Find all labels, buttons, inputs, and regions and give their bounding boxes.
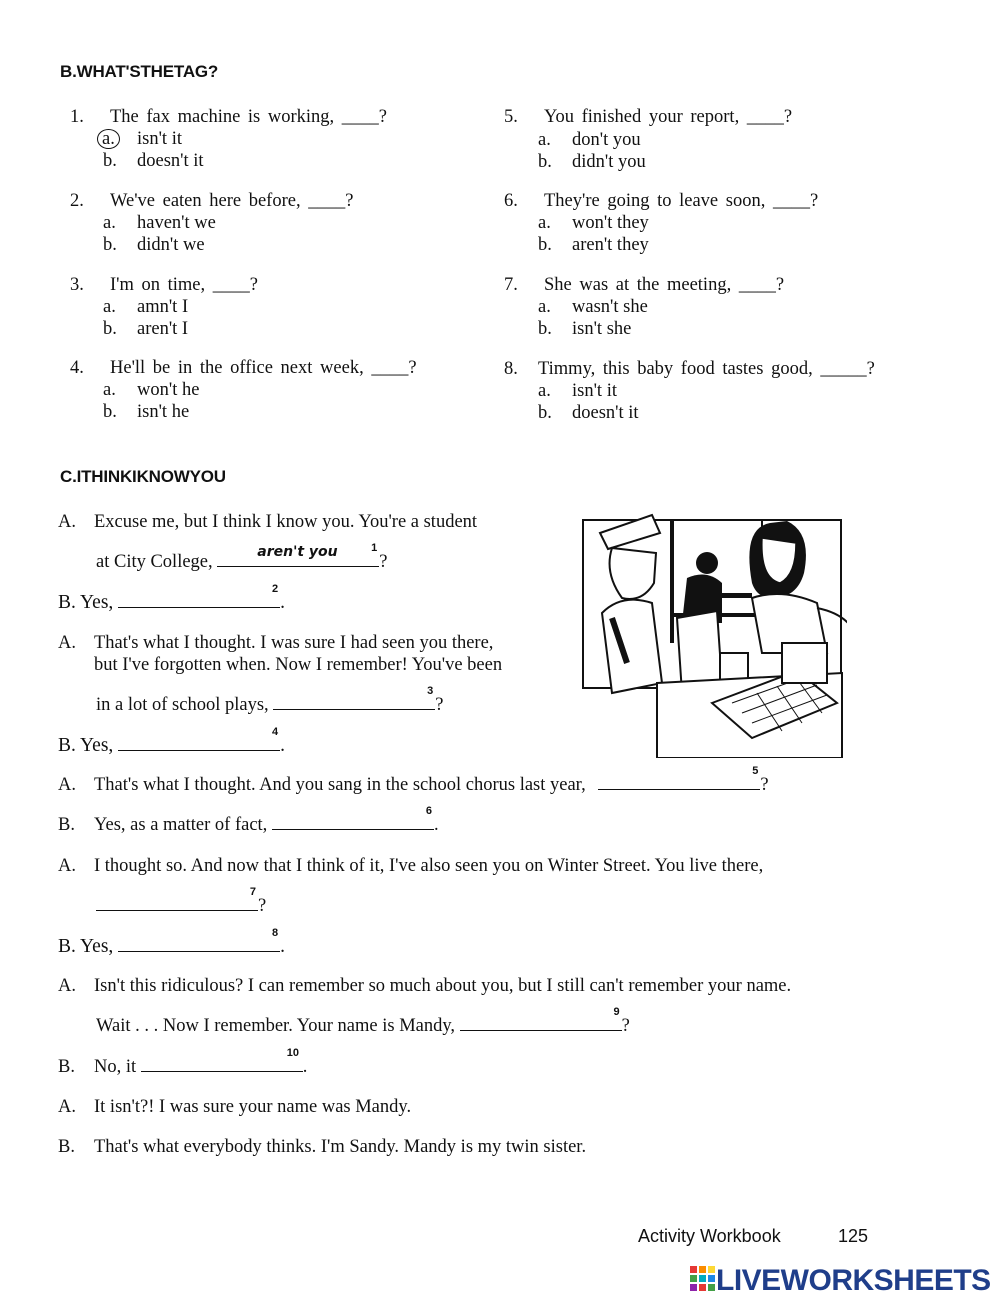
option-letter: a. [538,213,551,233]
question-stem: She was at the meeting, ____? [544,275,785,295]
question-mark: ? [379,552,388,572]
blank-number: 1 [371,542,378,554]
option-text: don't you [572,130,641,150]
option-a[interactable] [103,297,188,318]
question-number: 2. [70,191,84,211]
blank-number: 8 [272,927,279,939]
question-number: 5. [504,107,518,127]
option-letter: a. [538,381,551,401]
line-text: That's what I thought. I was sure I had seen you there, [94,633,494,653]
question-stem: Timmy, this baby food tastes good, _____? [538,359,875,379]
speaker-label: B. [58,936,76,957]
option-b[interactable] [538,235,649,256]
question-2 [70,191,353,212]
option-letter: b. [538,319,552,339]
answer-blank-10[interactable] [141,1047,303,1072]
answer-blank-4[interactable] [118,726,280,751]
dialogue-line [96,886,267,917]
option-letter: b. [538,152,552,172]
answer-blank-6[interactable] [272,805,434,830]
question-mark: ? [435,695,444,715]
line-text: Yes, [80,592,114,613]
question-stem: I'm on time, ____? [110,275,258,295]
option-a[interactable] [538,213,649,234]
question-stem: You finished your report, ____? [544,107,793,127]
section-c-heading: C.ITHINKIKNOWYOU [60,467,226,486]
dialogue-line [58,633,493,654]
dialogue-line [58,927,286,958]
option-text: isn't she [572,319,632,339]
dialogue-line [94,655,502,676]
option-text: wasn't she [572,297,648,317]
option-text: isn't it [572,381,617,401]
answer-blank-8[interactable] [118,927,280,952]
option-letter: b. [103,151,117,171]
speaker-label: B. [58,1057,75,1077]
speaker-label: A. [58,976,76,996]
option-letter: a. [103,213,116,233]
option-text: isn't he [137,402,190,422]
cashier-illustration [582,503,847,758]
answer-blank-1[interactable] [217,542,379,567]
question-number: 7. [504,275,518,295]
line-text: Isn't this ridiculous? I can remember so much about you, but I still can't remember your name. [94,976,792,996]
option-a[interactable] [538,297,648,318]
blank-number: 2 [272,583,279,595]
option-letter: b. [538,403,552,423]
option-text: didn't we [137,235,205,255]
answer-blank-5[interactable] [598,765,760,790]
line-text: Wait . . . Now I remember. Your name is Mandy, [96,1016,456,1036]
brand-name: LIVEWORKSHEETS [716,1264,991,1297]
period: . [433,815,439,835]
option-text: aren't they [572,235,649,255]
blank-number: 6 [425,805,432,817]
blank-number: 9 [613,1006,620,1018]
question-stem: He'll be in the office next week, ____? [110,358,417,378]
dialogue-line [58,583,286,614]
answer-blank-7[interactable] [96,886,258,911]
option-letter: b. [103,319,117,339]
speaker-label: A. [58,775,76,795]
speaker-label: B. [58,815,75,835]
question-4 [70,358,417,379]
answer-blank-2[interactable] [118,583,280,608]
line-text: It isn't?! I was sure your name was Mandy. [94,1097,412,1117]
line-text: I thought so. And now that I think of it, I've also seen you on Winter Street. You live there, [94,856,764,876]
question-number: 3. [70,275,84,295]
option-a[interactable] [103,213,216,234]
option-text: amn't I [137,297,189,317]
selected-answer-circle[interactable]: a. [97,129,120,149]
speaker-label: A. [58,633,76,653]
answer-blank-9[interactable] [460,1006,622,1031]
line-text: Yes, [80,936,114,957]
dialogue-line [58,805,439,836]
speaker-label: A. [58,512,76,532]
option-a[interactable] [103,380,199,401]
answer-blank-3[interactable] [273,685,435,710]
dialogue-line [58,856,763,877]
option-b[interactable] [103,151,204,172]
dialogue-line [58,726,286,757]
question-stem: We've eaten here before, ____? [110,191,354,211]
liveworksheets-brand[interactable] [690,1264,991,1298]
footer-page-number: 125 [838,1226,869,1246]
line-text: Excuse me, but I think I know you. You're a student [94,512,478,532]
speaker-label: B. [58,1137,75,1157]
question-stem: The fax machine is working, ____? [110,107,388,127]
question-8 [504,359,875,380]
line-text: That's what everybody thinks. I'm Sandy. Mandy is my twin sister. [94,1137,587,1157]
question-5 [504,107,792,128]
question-1 [70,107,387,128]
dialogue-line [96,542,388,573]
option-b[interactable] [538,152,646,173]
question-number: 4. [70,358,84,378]
question-6 [504,191,818,212]
dialogue-line [96,685,444,716]
blank-number: 3 [427,685,434,697]
speaker-label: B. [58,592,76,613]
speaker-label: B. [58,735,76,756]
dialogue-line [58,976,791,997]
blank-number: 5 [752,765,759,777]
line-text: That's what I thought. And you sang in the school chorus last year, [94,775,586,795]
option-letter: a. [103,297,116,317]
question-number: 8. [504,359,518,379]
footer-book-title: Activity Workbook [638,1226,781,1246]
speaker-label: A. [58,856,76,876]
option-letter: a. [538,130,551,150]
option-letter: a. [538,297,551,317]
option-a[interactable] [538,130,641,151]
line-text: at City College, [96,552,213,572]
line-text: Yes, as a matter of fact, [94,815,268,835]
option-text: isn't it [137,129,182,149]
question-mark: ? [760,775,769,795]
line-text: No, it [94,1057,137,1077]
option-text: won't he [137,380,200,400]
option-letter: a. [103,380,116,400]
option-b[interactable] [103,235,205,256]
option-b[interactable] [538,403,639,424]
dialogue-line [58,765,769,796]
dialogue-line [58,1097,411,1118]
option-b[interactable] [103,319,188,340]
option-b[interactable] [538,319,631,340]
dialogue-line [58,512,477,533]
question-number: 6. [504,191,518,211]
filled-answer: aren't you [257,544,338,560]
option-text: didn't you [572,152,646,172]
blank-number: 4 [272,726,279,738]
blank-number: 7 [249,886,256,898]
period: . [302,1057,308,1077]
dialogue-line [96,1006,630,1037]
option-a[interactable] [538,381,617,402]
line-text: but I've forgotten when. Now I remember! You've been [94,655,503,675]
option-letter: b. [103,235,117,255]
option-a[interactable] [103,129,182,150]
question-3 [70,275,258,296]
dialogue-line [58,1137,586,1158]
blank-number: 10 [286,1047,300,1059]
option-b[interactable] [103,402,189,423]
option-text: doesn't it [137,151,204,171]
question-mark: ? [621,1016,630,1036]
line-text: in a lot of school plays, [96,695,269,715]
dialogue-line [58,1047,308,1078]
speaker-label: A. [58,1097,76,1117]
option-text: aren't I [137,319,189,339]
option-letter: b. [103,402,117,422]
period: . [280,936,286,957]
period: . [280,592,286,613]
question-stem: They're going to leave soon, ____? [544,191,819,211]
option-text: haven't we [137,213,216,233]
question-7 [504,275,784,296]
section-b-heading: B.WHAT'STHETAG? [60,62,219,81]
period: . [280,735,286,756]
question-number: 1. [70,107,84,127]
liveworksheets-logo-icon [690,1266,716,1296]
line-text: Yes, [80,735,114,756]
option-text: won't they [572,213,649,233]
question-mark: ? [258,896,267,916]
option-letter: b. [538,235,552,255]
option-text: doesn't it [572,403,639,423]
